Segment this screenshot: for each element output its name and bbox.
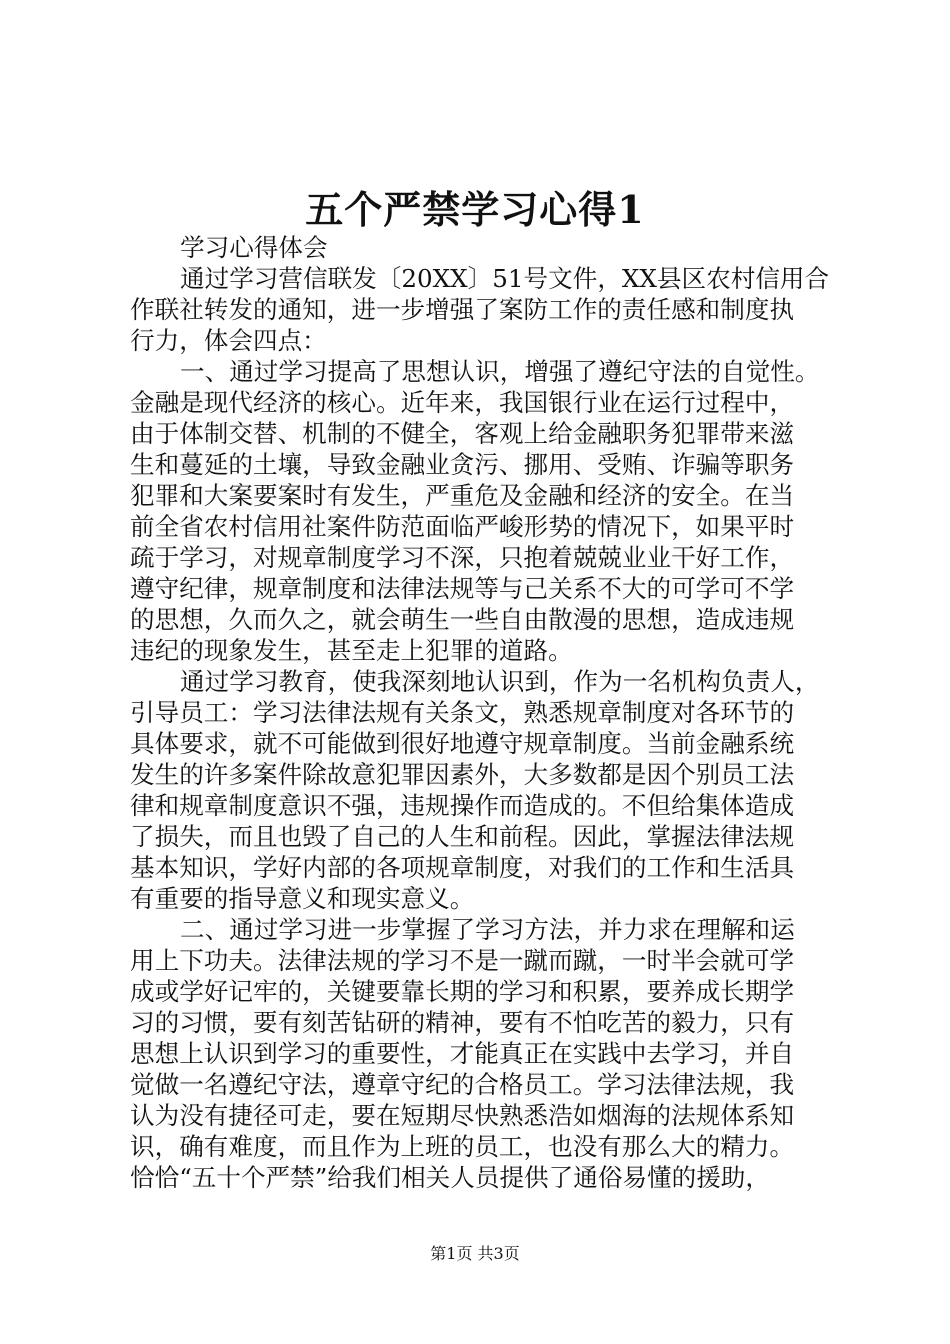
body-line: 觉做一名遵纪守法，遵章守纪的合格员工。学习法律法规，我 — [130, 1070, 795, 1099]
page-footer: 第1页 共3页 — [430, 1244, 520, 1263]
body-line: 成或学好记牢的，关键要靠长期的学习和积累，要养成长期学 — [130, 977, 795, 1006]
body-line: 习的习惯，要有刻苦钻研的精神，要有不怕吃苦的毅力，只有 — [130, 1008, 795, 1037]
body-line: 具体要求，就不可能做到很好地遵守规章制度。当前金融系统 — [130, 729, 795, 758]
body-line: 由于体制交替、机制的不健全，客观上给金融职务犯罪带来滋 — [130, 419, 795, 448]
body-line: 一、通过学习提高了思想认识，增强了遵纪守法的自觉性。 — [180, 357, 820, 386]
body-line: 犯罪和大案要案时有发生，严重危及金融和经济的安全。在当 — [130, 481, 795, 510]
body-line: 发生的许多案件除故意犯罪因素外，大多数都是因个别员工法 — [130, 760, 795, 789]
document-body — [130, 232, 840, 1193]
body-line: 生和蔓延的土壤，导致金融业贪污、挪用、受贿、诈骗等职务 — [130, 450, 795, 479]
body-line: 有重要的指导意义和现实意义。 — [130, 884, 475, 913]
document-title: 五个严禁学习心得1 — [305, 187, 645, 232]
body-line: 了损失，而且也毁了自己的人生和前程。因此，掌握法律法规 — [130, 822, 795, 851]
body-line: 恰恰“五十个严禁”给我们相关人员提供了通俗易懂的援助， — [130, 1163, 770, 1192]
body-line: 违纪的现象发生，甚至走上犯罪的道路。 — [130, 636, 573, 665]
body-line: 作联社转发的通知，进一步增强了案防工作的责任感和制度执 — [130, 295, 795, 324]
body-line: 学习心得体会 — [180, 233, 328, 262]
body-line: 二、通过学习进一步掌握了学习方法，并力求在理解和运 — [180, 915, 795, 944]
body-line: 金融是现代经济的核心。近年来，我国银行业在运行过程中， — [130, 388, 795, 417]
body-line: 律和规章制度意识不强，违规操作而造成的。不但给集体造成 — [130, 791, 795, 820]
body-line: 通过学习教育，使我深刻地认识到，作为一名机构负责人， — [180, 667, 820, 696]
body-line: 前全省农村信用社案件防范面临严峻形势的情况下，如果平时 — [130, 512, 795, 541]
body-line: 的思想，久而久之，就会萌生一些自由散漫的思想，造成违规 — [130, 605, 795, 634]
body-line: 认为没有捷径可走，要在短期尽快熟悉浩如烟海的法规体系知 — [130, 1101, 795, 1130]
body-line: 行力，体会四点： — [130, 326, 327, 355]
body-line: 通过学习营信联发〔20XX〕51号文件，XX县区农村信用合 — [180, 264, 830, 293]
body-line: 基本知识，学好内部的各项规章制度，对我们的工作和生活具 — [130, 853, 795, 882]
body-line: 遵守纪律，规章制度和法律法规等与己关系不大的可学可不学 — [130, 574, 795, 603]
body-line: 思想上认识到学习的重要性，才能真正在实践中去学习，并自 — [130, 1039, 795, 1068]
body-line: 用上下功夫。法律法规的学习不是一蹴而蹴，一时半会就可学 — [130, 946, 795, 975]
body-line: 识，确有难度，而且作为上班的员工，也没有那么大的精力。 — [130, 1132, 795, 1161]
body-line: 疏于学习，对规章制度学习不深，只抱着兢兢业业干好工作， — [130, 543, 795, 572]
body-line: 引导员工：学习法律法规有关条文，熟悉规章制度对各环节的 — [130, 698, 795, 727]
